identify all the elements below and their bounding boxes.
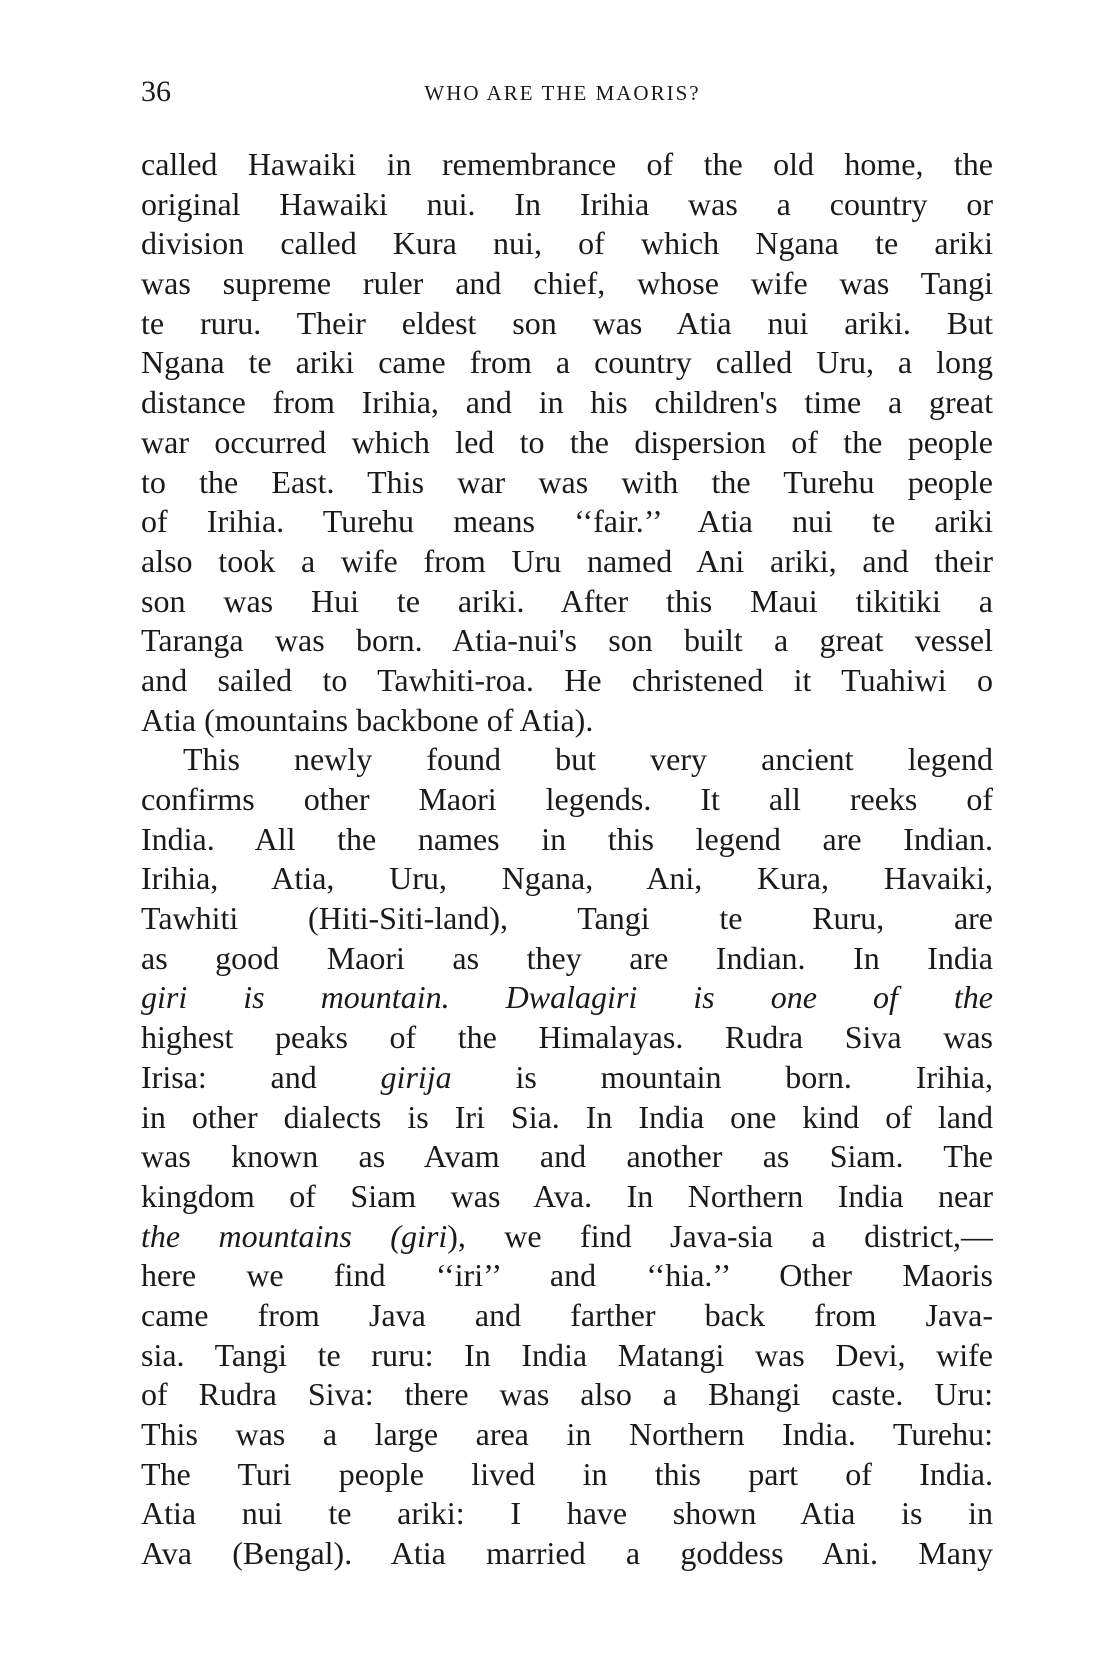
text-line: This was a large area in Northern India. Turehu:	[141, 1416, 993, 1452]
text-line: war occurred which led to the dispersion of the people	[141, 423, 993, 460]
text-line: highest peaks of the Himalayas. Rudra Siva was	[141, 1019, 993, 1056]
text-line: Ava (Bengal). Atia married a goddess Ani. Many	[141, 1535, 993, 1572]
text-line: The Turi people lived in this part of India.	[141, 1455, 993, 1492]
text-line: son was Hui te ariki. After this Maui tikitiki a	[141, 582, 993, 619]
text-line: came from Java and farther back from Java-	[141, 1296, 993, 1333]
text-line: called Hawaiki in remembrance of the old home, the	[141, 146, 993, 182]
text-line: giri is mountain. Dwalagiri is one of the	[141, 979, 993, 1016]
text-line: of Irihia. Turehu means ‘‘fair.’’ Atia nui te ariki	[141, 503, 993, 540]
text-line: kingdom of Siam was Ava. In Northern India near	[141, 1177, 993, 1214]
text-line: confirms other Maori legends. It all reeks of	[141, 781, 993, 817]
text-line: also took a wife from Uru named Ani ariki, and their	[141, 542, 993, 579]
text-line: Ngana te ariki came from a country called Uru, a long	[141, 344, 993, 381]
text-line: Atia nui te ariki: I have shown Atia is in	[141, 1495, 993, 1532]
text-line: here we find ‘‘iri’’ and ‘‘hia.’’ Other Maoris	[141, 1257, 993, 1294]
page-header	[141, 72, 984, 112]
text-line: Tawhiti (Hiti-Siti-land), Tangi te Ruru, are	[141, 900, 993, 937]
page-number: 36	[141, 75, 171, 108]
text-line: distance from Irihia, and in his children's time a great	[141, 384, 993, 421]
text-line: te ruru. Their eldest son was Atia nui ariki. But	[141, 304, 993, 341]
text-line: division called Kura nui, of which Ngana te ariki	[141, 225, 993, 262]
text-line: of Rudra Siva: there was also a Bhangi caste. Uru:	[141, 1376, 993, 1413]
text-line: was known as Avam and another as Siam. The	[141, 1138, 993, 1175]
text-line: Taranga was born. Atia-nui's son built a great vessel	[141, 622, 993, 659]
text-line: in other dialects is Iri Sia. In India one kind of land	[141, 1098, 993, 1135]
text-line: the mountains (giri), we find Java-sia a district,—	[141, 1217, 993, 1254]
text-line: sia. Tangi te ruru: In India Matangi was Devi, wife	[141, 1336, 993, 1373]
text-line: was supreme ruler and chief, whose wife was Tangi	[141, 265, 993, 302]
text-line: India. All the names in this legend are Indian.	[141, 820, 993, 857]
text-line: to the East. This war was with the Turehu people	[141, 463, 993, 500]
text-line: This newly found but very ancient legend	[183, 741, 993, 778]
running-title: WHO ARE THE MAORIS?	[424, 81, 701, 105]
text-line: Irisa: and girija is mountain born. Irihia,	[141, 1058, 993, 1095]
text-line: and sailed to Tawhiti-roa. He christened it Tuahiwi o	[141, 661, 993, 698]
body-text	[141, 145, 993, 1574]
text-line: original Hawaiki nui. In Irihia was a country or	[141, 185, 993, 222]
text-line: Atia (mountains backbone of Atia).	[141, 701, 594, 738]
text-line: as good Maori as they are Indian. In India	[141, 939, 993, 976]
text-line: Irihia, Atia, Uru, Ngana, Ani, Kura, Havaiki,	[141, 860, 993, 897]
